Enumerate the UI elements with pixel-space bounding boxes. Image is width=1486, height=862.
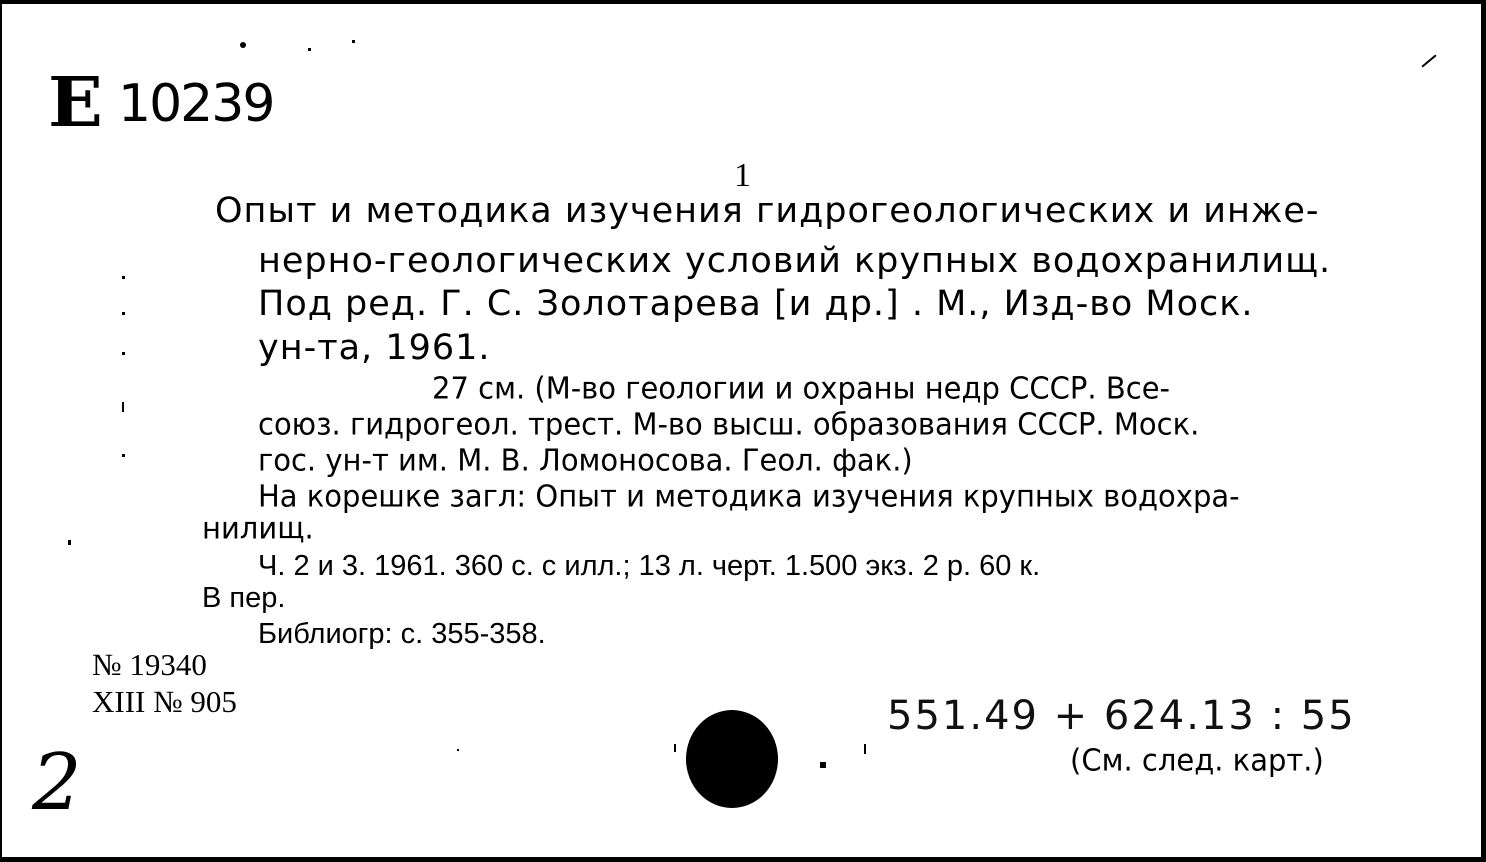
catalog-number: 10239	[118, 74, 274, 134]
speck	[122, 454, 125, 457]
speck	[122, 312, 125, 315]
speck	[352, 40, 355, 43]
udc-classification: 551.49 + 624.13 : 55	[887, 693, 1356, 739]
speck	[240, 42, 246, 48]
series-line-2: союз. гидрогеол. трест. М-во высш. образования СССР. Моск.	[258, 406, 1200, 442]
parts-line-1: Ч. 2 и 3. 1961. 360 с. с илл.; 13 л. черт. 1.500 экз. 2 р. 60 к.	[258, 550, 1041, 582]
speck	[122, 276, 125, 279]
speck	[122, 352, 125, 355]
speck	[68, 540, 71, 545]
bibliography-line: Библиогр: с. 355-358.	[258, 618, 546, 650]
speck	[1421, 54, 1436, 67]
title-line-2: нерно-геологических условий крупных водохранилищ.	[258, 241, 1332, 281]
title-line-4: ун-та, 1961.	[258, 328, 491, 368]
inventory-number: № 19340	[92, 647, 207, 682]
card-number: 1	[734, 157, 751, 194]
punch-hole	[686, 710, 778, 808]
spine-title-line-2: нилищ.	[202, 510, 314, 546]
series-line-1: 27 см. (М-во геологии и охраны недр СССР. Все-	[432, 370, 1170, 406]
catalog-letter: Е	[48, 61, 101, 142]
speck	[457, 749, 459, 751]
speck	[308, 48, 311, 51]
speck	[820, 762, 826, 768]
speck	[122, 402, 124, 412]
title-line-3: Под ред. Г. С. Золотарева [и др.] . М., Изд-во Моск.	[258, 284, 1254, 324]
inventory-number-2: XIII № 905	[92, 684, 237, 719]
spine-title-line-1: На корешке загл: Опыт и методика изучения крупных водохра-	[258, 478, 1240, 514]
speck	[674, 744, 676, 752]
parts-line-2: В пер.	[202, 582, 286, 614]
handwritten-mark: 2	[32, 738, 82, 828]
series-line-3: гос. ун-т им. М. В. Ломоносова. Геол. фак.)	[258, 442, 913, 478]
title-line-1: Опыт и методика изучения гидрогеологических и инже-	[215, 191, 1320, 231]
continued-note: (См. след. карт.)	[1070, 742, 1324, 778]
speck	[864, 744, 866, 754]
